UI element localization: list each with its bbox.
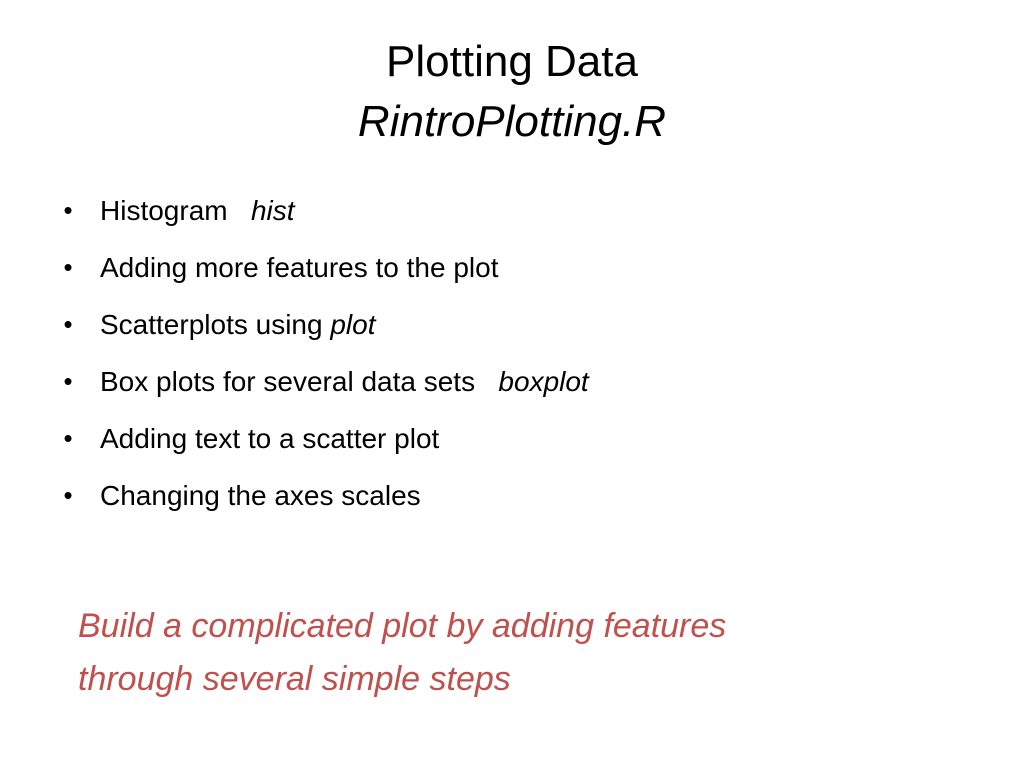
- bullet-icon: •: [63, 480, 73, 510]
- bullet-text: Box plots for several data sets: [100, 366, 476, 397]
- title-line-1: Plotting Data: [386, 37, 638, 86]
- bullet-text: Adding more features to the plot: [100, 252, 499, 283]
- bullet-icon: •: [63, 252, 73, 282]
- bullet-icon: •: [63, 195, 73, 225]
- bullet-item-text: [58, 410, 589, 467]
- note-line-2: through several simple steps: [78, 660, 511, 698]
- bullet-item-scatterplots: [58, 296, 589, 353]
- bullet-keyword: plot: [330, 309, 376, 340]
- bullet-list: [58, 182, 589, 524]
- bullet-keyword: hist: [250, 195, 295, 226]
- bullet-keyword: boxplot: [498, 366, 589, 397]
- bullet-icon: •: [63, 423, 73, 453]
- bullet-item-features: [58, 239, 589, 296]
- bullet-icon: •: [63, 309, 73, 339]
- slide-title: [0, 32, 1024, 152]
- bullet-text: Adding text to a scatter plot: [100, 423, 440, 454]
- bullet-item-boxplots: [58, 353, 589, 410]
- bullet-text: Histogram: [100, 195, 228, 226]
- title-line-2: RintroPlotting.R: [357, 97, 667, 146]
- bullet-text: Scatterplots using: [100, 309, 323, 340]
- summary-note: [78, 600, 958, 706]
- bullet-icon: •: [63, 366, 73, 396]
- note-line-1: Build a complicated plot by adding features: [78, 607, 727, 645]
- bullet-item-histogram: [58, 182, 589, 239]
- bullet-item-axes: [58, 467, 589, 524]
- bullet-text: Changing the axes scales: [100, 480, 421, 511]
